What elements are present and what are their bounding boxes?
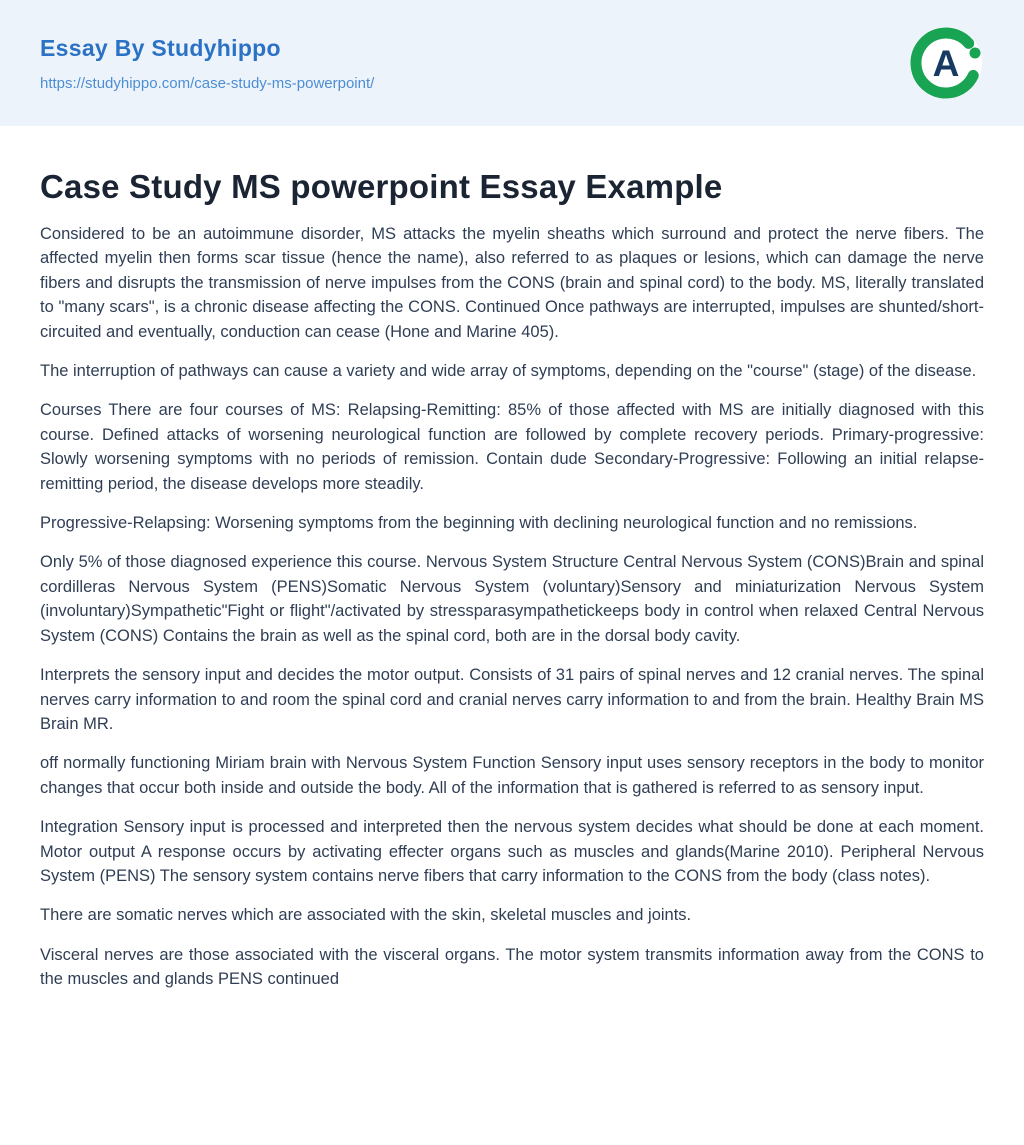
page-header <box>0 0 1024 126</box>
essay-content <box>0 126 1024 1047</box>
essay-paragraph: Progressive-Relapsing: Worsening symptoms from the beginning with declining neurological function and no remissions. <box>40 514 918 533</box>
essay-paragraph: Considered to be an autoimmune disorder, MS attacks the myelin sheaths which surround and protect the nerve fibers. The affected myelin then forms scar tissue (hence the name), also referred to as plaques or lesions, which can damage the nerve fibers and disrupts the transmission of nerve impulses from the CONS (brain and spinal cord) to the body. MS, literally translated to "many scars", is a chronic disease affecting the CONS. Continued Once pathways are interrupted, impulses are shunted/short-circuited and eventually, conduction can cease (Hone and Marine 405). <box>40 225 984 341</box>
studyhippo-logo[interactable] <box>908 25 984 101</box>
logo-letter: A <box>932 43 960 84</box>
essay-paragraph: There are somatic nerves which are associated with the skin, skeletal muscles and joints. <box>40 906 692 925</box>
studyhippo-logo-icon <box>908 25 984 101</box>
essay-paragraph: The interruption of pathways can cause a variety and wide array of symptoms, depending on the "course" (stage) of the disease. <box>40 362 977 381</box>
essay-paragraph: Integration Sensory input is processed and interpreted then the nervous system decides what should be done at each moment. Motor output A response occurs by activating effecter organs such as muscles and glands(Marine 2010). Peripheral Nervous System (PENS) The sensory system contains nerve fibers that carry information to the CONS from the body (class notes). <box>40 818 984 885</box>
essay-paragraph: Interprets the sensory input and decides the motor output. Consists of 31 pairs of spinal nerves and 12 cranial nerves. The spinal nerves carry information to and room the spinal cord and cranial nerves carry information to and from the brain. Healthy Brain MS Brain MR. <box>40 666 984 733</box>
essay-paragraph: Courses There are four courses of MS: Relapsing-Remitting: 85% of those affected with MS are initially diagnosed with this course. Defined attacks of worsening neurological function are followed by complete recovery periods. Primary-progressive: Slowly worsening symptoms with no periods of remission. Contain dude Secondary-Progressive: Following an initial relapse-remitting period, the disease develops more steadily. <box>40 401 984 493</box>
essay-paragraph: Only 5% of those diagnosed experience this course. Nervous System Structure Central Nervous System (CONS)Brain and spinal cordilleras Nervous System (PENS)Somatic Nervous System (voluntary)Sensory and miniaturization Nervous System (involuntary)Sympathetic"Fight or flight"/activated by stressparasympathetickeeps body in control when relaxed Central Nervous System (CONS) Contains the brain as well as the spinal cord, both are in the dorsal body cavity. <box>40 553 984 645</box>
byline-link[interactable]: Essay By Studyhippo <box>40 34 281 61</box>
essay-paragraph: Visceral nerves are those associated with the visceral organs. The motor system transmits information away from the CONS to the muscles and glands PENS continued <box>40 945 984 989</box>
header-text-block <box>40 35 374 92</box>
page-title: Case Study MS powerpoint Essay Example <box>40 168 723 205</box>
source-url-link[interactable]: https://studyhippo.com/case-study-ms-powerpoint/ <box>40 74 375 92</box>
essay-paragraph: off normally functioning Miriam brain with Nervous System Function Sensory input uses sensory receptors in the body to monitor changes that occur both inside and outside the body. All of the information that is gathered is referred to as sensory input. <box>40 754 984 797</box>
